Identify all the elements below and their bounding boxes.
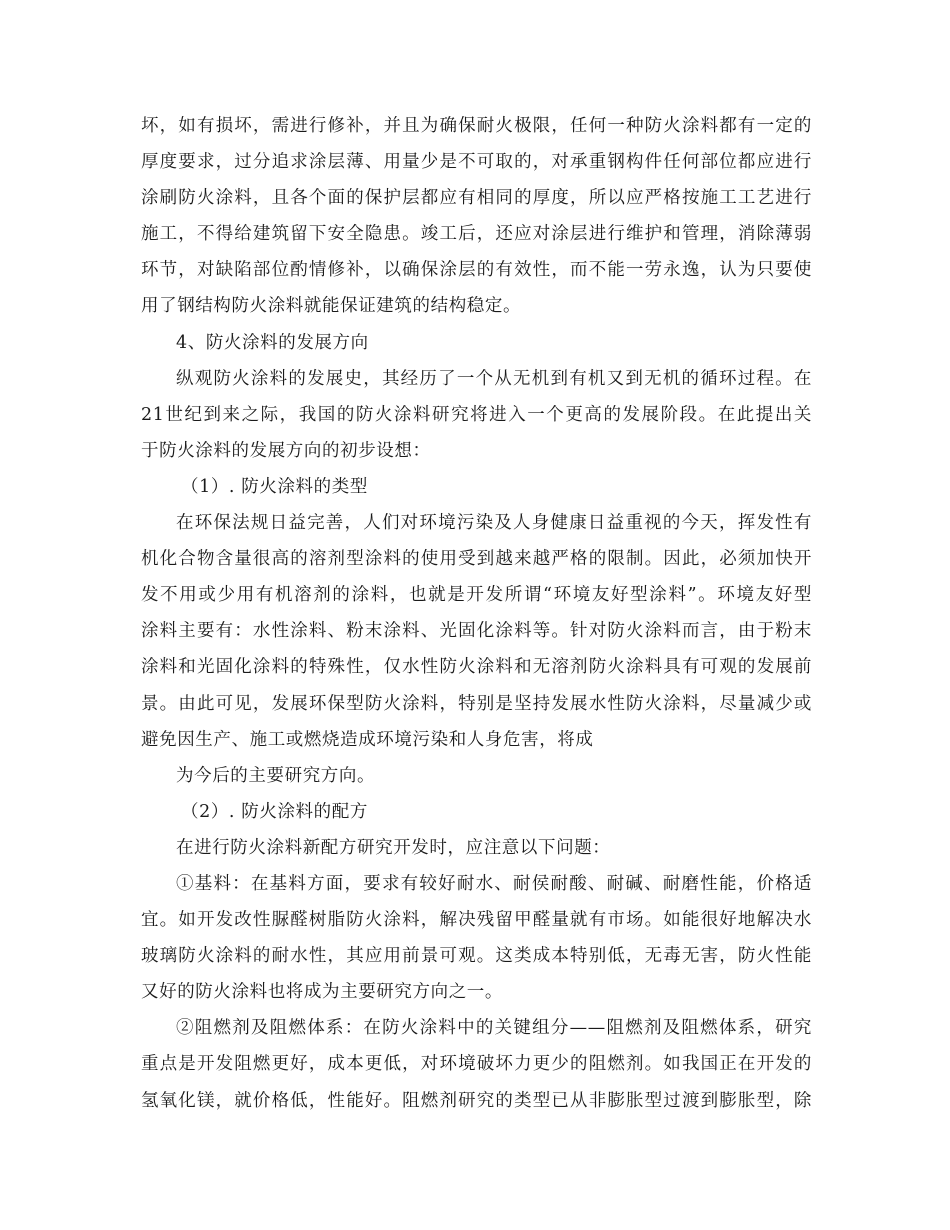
text-line: 氢氧化镁，就价格低，性能好。阻燃剂研究的类型已从非膨胀型过渡到膨胀型，除 <box>141 1090 812 1111</box>
text-line: 重点是开发阻燃更好，成本更低，对环境破坏力更少的阻燃剂。如我国正在开发的 <box>141 1054 812 1075</box>
paragraph-first-line: ①基料：在基料方面，要求有较好耐水、耐侯耐酸、耐碱、耐磨性能，价格适 <box>176 873 812 894</box>
text-line: 涂料主要有：水性涂料、粉末涂料、光固化涂料等。针对防火涂料而言，由于粉末 <box>141 621 812 642</box>
paragraph-first-line: ②阻燃剂及阻燃体系：在防火涂料中的关键组分——阻燃剂及阻燃体系，研究 <box>176 1018 812 1039</box>
paragraph-first-line: 在进行防火涂料新配方研究开发时，应注意以下问题： <box>176 837 611 858</box>
subsection-heading: （2）. 防火涂料的配方 <box>181 801 368 822</box>
text-line: 坏，如有损坏，需进行修补，并且为确保耐火极限，任何一种防火涂料都有一定的 <box>141 116 812 136</box>
text-line: 发不用或少用有机溶剂的涂料，也就是开发所谓“环境友好型涂料”。环境友好型 <box>141 585 812 606</box>
paragraph-first-line: 在环保法规日益完善，人们对环境污染及人身健康日益重视的今天，挥发性有 <box>176 513 812 534</box>
text-line: 景。由此可见，发展环保型防火涂料，特别是坚持发展水性防火涂料，尽量减少或 <box>141 693 812 714</box>
text-line: 施工，不得给建筑留下安全隐患。竣工后，还应对涂层进行维护和管理，消除薄弱 <box>141 224 812 245</box>
text-line: 宜。如开发改性脲醛树脂防火涂料，解决残留甲醛量就有市场。如能很好地解决水 <box>141 910 812 931</box>
text-line: 厚度要求，过分追求涂层薄、用量少是不可取的，对承重钢构件任何部位都应进行 <box>141 152 812 173</box>
text-line: 涂刷防火涂料，且各个面的保护层都应有相同的厚度，所以应严格按施工工艺进行 <box>141 188 812 209</box>
subsection-heading: （1）. 防火涂料的类型 <box>181 476 368 497</box>
text-line: 玻璃防火涂料的耐水性，其应用前景可观。这类成本特别低，无毒无害，防火性能 <box>141 946 812 967</box>
paragraph-first-line: 纵观防火涂料的发展史，其经历了一个从无机到有机又到无机的循环过程。在 <box>176 368 812 389</box>
text-line: 为今后的主要研究方向。 <box>176 765 376 786</box>
document-body <box>141 108 812 1119</box>
text-line: 机化合物含量很高的溶剂型涂料的使用受到越来越严格的限制。因此，必须加快开 <box>141 549 812 570</box>
section-heading: 4、防火涂料的发展方向 <box>176 332 369 353</box>
text-line: 又好的防火涂料也将成为主要研究方向之一。 <box>141 982 503 1003</box>
text-line: 21世纪到来之际，我国的防火涂料研究将进入一个更高的发展阶段。在此提出关 <box>141 404 812 425</box>
text-line: 于防火涂料的发展方向的初步设想： <box>141 440 431 461</box>
text-line: 环节，对缺陷部位酌情修补，以确保涂层的有效性，而不能一劳永逸，认为只要使 <box>141 260 812 281</box>
text-line: 避免因生产、施工或燃烧造成环境污染和人身危害，将成 <box>141 729 594 750</box>
text-line: 用了钢结构防火涂料就能保证建筑的结构稳定。 <box>141 296 522 317</box>
text-line: 涂料和光固化涂料的特殊性，仅水性防火涂料和无溶剂防火涂料具有可观的发展前 <box>141 657 812 678</box>
